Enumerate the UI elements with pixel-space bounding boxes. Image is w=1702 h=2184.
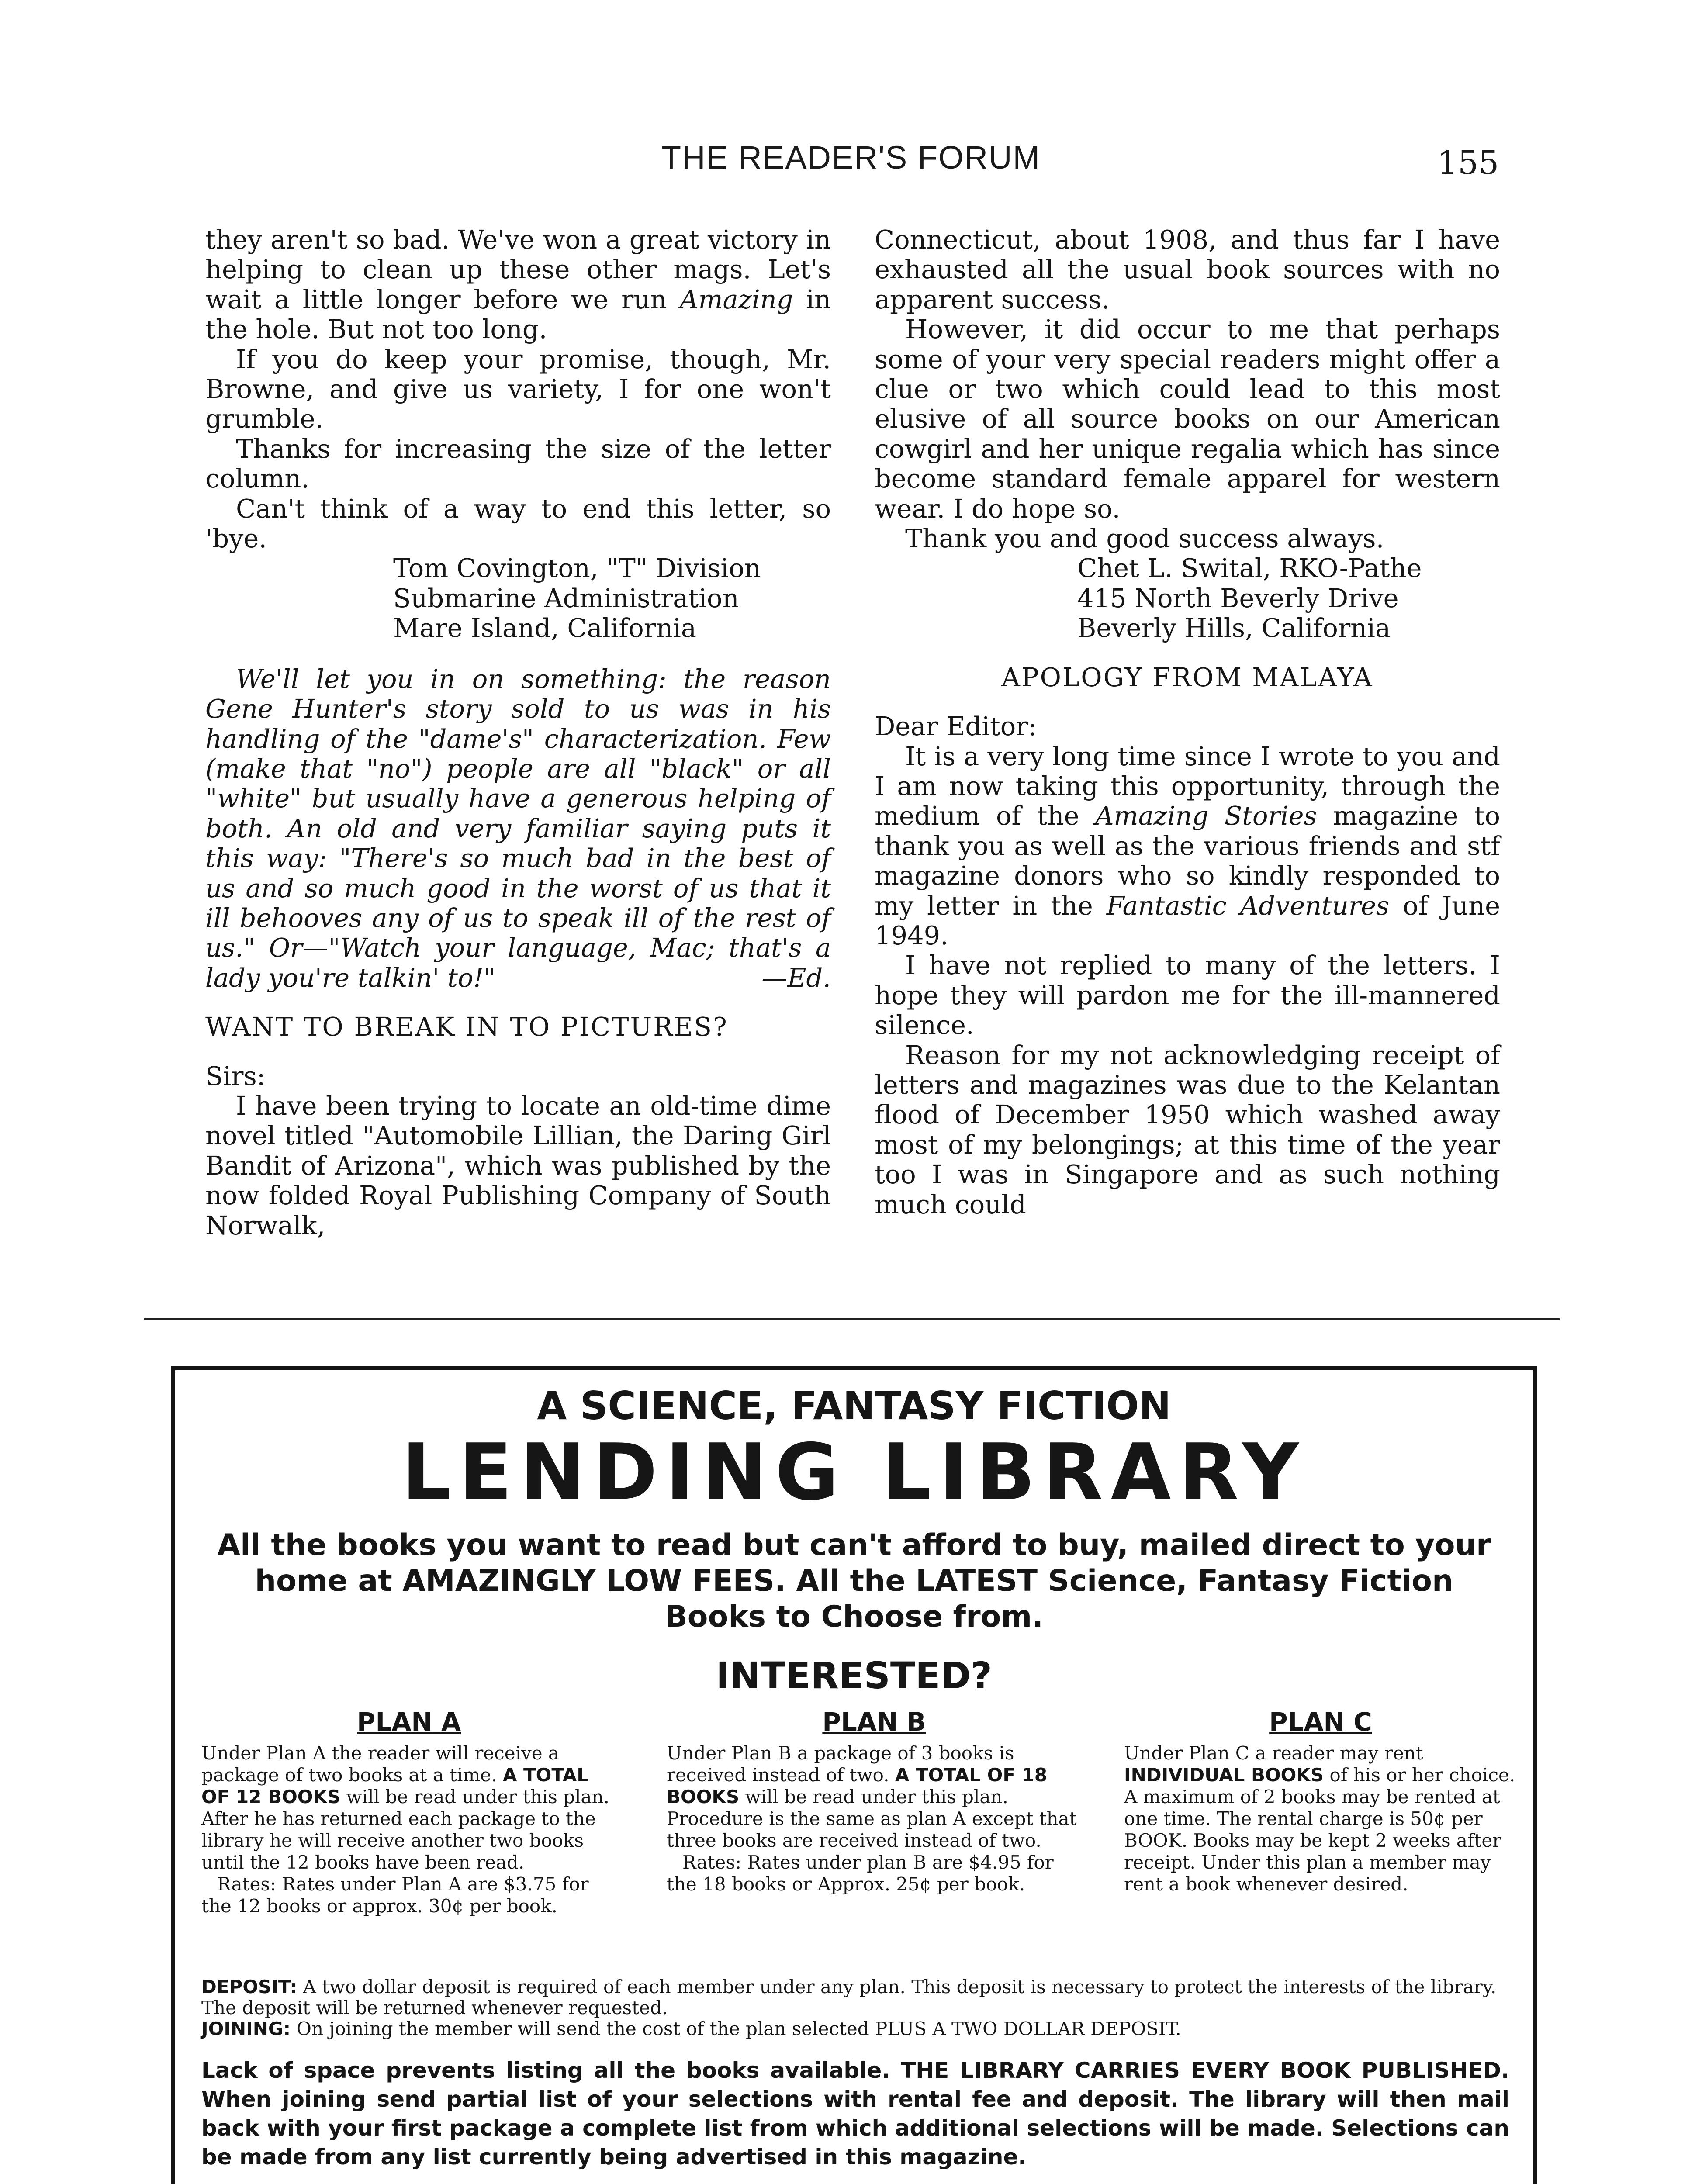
letter-paragraph: It is a very long time since I wrote to you and I am now taking this opportunity, through the medium of the Amazing Stories magazine to thank you as well as the various friends and stf magazine donors who so kindly responded to my letter in the Fantastic Adventures of June 1949.	[875, 741, 1501, 950]
plan-heading: PLAN C	[1269, 1707, 1372, 1737]
letter-paragraph: Reason for my not acknowledging receipt of letters and magazines was due to the Kelantan flood of December 1950 which washed away most of my belongings; at this time of the year too I was in Singapore and as such nothing much could	[875, 1040, 1500, 1220]
plan-a	[201, 1707, 616, 1917]
page-number: 155	[1437, 144, 1499, 182]
ad-interested: INTERESTED?	[716, 1654, 992, 1697]
letter-paragraph: If you do keep your promise, though, Mr. Browne, and give us variety, I for one won't grumble.	[205, 344, 831, 434]
page-title: THE READER'S FORUM	[661, 139, 1041, 176]
letter-signature: Chet L. Swital, RKO-Pathe 415 North Beverly Drive Beverly Hills, California	[1077, 553, 1422, 643]
letter-paragraph: they aren't so bad. We've won a great victory in helping to clean up these other mags. Let's wait a little longer before we run Amazing in the hole. But not too long.	[205, 225, 831, 345]
letter-paragraph: Can't think of a way to end this letter, so 'bye.	[205, 493, 831, 554]
deposit-terms: DEPOSIT: A two dollar deposit is required of each member under any plan. This deposit is necessary to protect the interests of the library. The deposit will be returned whenever requested.	[201, 1976, 1497, 2018]
plan-rates: Rates: Rates under Plan A are $3.75 for the 12 books or approx. 30¢ per book.	[201, 1873, 589, 1917]
plan-rates: Rates: Rates under plan B are $4.95 for the 18 books or Approx. 25¢ per book.	[667, 1852, 1054, 1895]
left-column	[205, 225, 831, 1241]
letter-paragraph: Connecticut, about 1908, and thus far I have exhausted all the usual book sources with no apparent success.	[875, 225, 1500, 314]
letter-salutation: Sirs:	[205, 1061, 266, 1091]
letter-paragraph: Thanks for increasing the size of the letter column.	[205, 433, 831, 494]
letter-paragraph: Thank you and good success always.	[905, 523, 1384, 554]
letter-paragraph: However, it did occur to me that perhaps some of your very special readers might offer a clue or two which could lead to this most elusive of all source books on our American cowgirl and her unique regalia which has since become standard female apparel for western wear. I do hope so.	[875, 314, 1500, 524]
letter-heading: WANT TO BREAK IN TO PICTURES?	[205, 1012, 728, 1042]
letter-heading: APOLOGY FROM MALAYA	[1001, 662, 1373, 692]
plan-heading: PLAN A	[357, 1707, 461, 1737]
ad-subtitle: A SCIENCE, FANTASY FICTION	[537, 1383, 1171, 1428]
plan-c	[1124, 1707, 1517, 1895]
editor-sign: —Ed.	[761, 962, 831, 993]
plan-description: Under Plan A the reader will receive a package of two books at a time. A TOTAL OF 12 BOOKS will be read under this plan. After he has returned each package to the library he will receive another two books until the 12 books have been read.	[201, 1742, 609, 1873]
lending-library-advertisement	[171, 1366, 1537, 2184]
plan-description: Under Plan B a package of 3 books is received instead of two. A TOTAL OF 18 BOOKS will be read under this plan. Procedure is the same as plan A except that three books are received instead of two.	[667, 1742, 1077, 1851]
letter-signature: Tom Covington, "T" Division Submarine Administration Mare Island, California	[393, 553, 761, 643]
editor-note: We'll let you in on something: the reason Gene Hunter's story sold to us was in his handling of the "dame's" characterization. Few (make that "no") people are all "black" or all "white" but usually have a generous helping of both. An old and very familiar saying puts it this way: "There's so much bad in the best of us and so much good in the worst of us that it ill behooves any of us to speak ill of the rest of us." Or—"Watch your language, Mac; that's a lady you're talkin' to!" —Ed.	[205, 663, 831, 993]
ad-notes: Lack of space prevents listing all the books available. THE LIBRARY CARRIES EVERY BOOK PUBLISHED. When joining send partial list of your selections with rental fee and deposit. The library will then mail back with your first package a complete list from which additional selections will be made. Selections can be made from any list currently being advertised in this magazine.	[201, 2058, 1509, 2170]
letter-paragraph: I have been trying to locate an old-time dime novel titled "Automobile Lillian, the Daring Girl Bandit of Arizona", which was published by the now folded Royal Publishing Company of South Norwalk,	[205, 1090, 831, 1241]
ad-terms	[201, 1977, 1509, 2039]
plan-b	[667, 1707, 1082, 1895]
plan-description: Under Plan C a reader may rent INDIVIDUAL BOOKS of his or her choice. A maximum of 2 books may be rented at one time. The rental charge is 50¢ per BOOK. Books may be kept 2 weeks after receipt. Under this plan a member may rent a book whenever desired.	[1124, 1742, 1515, 1895]
ad-pitch: All the books you want to read but can't afford to buy, mailed direct to your home at AMAZINGLY LOW FEES. All the LATEST Science, Fantasy Fiction Books to Choose from.	[217, 1528, 1491, 1634]
right-column	[875, 225, 1500, 1220]
letter-salutation: Dear Editor:	[875, 711, 1037, 742]
ad-title: LENDING LIBRARY	[401, 1427, 1307, 1517]
letter-paragraph: I have not replied to many of the letters. I hope they will pardon me for the ill-mannered silence.	[875, 950, 1500, 1040]
plan-heading: PLAN B	[822, 1707, 926, 1737]
joining-terms: JOINING: On joining the member will send the cost of the plan selected PLUS A TWO DOLLAR DEPOSIT.	[201, 2018, 1181, 2039]
section-divider	[144, 1318, 1560, 1320]
